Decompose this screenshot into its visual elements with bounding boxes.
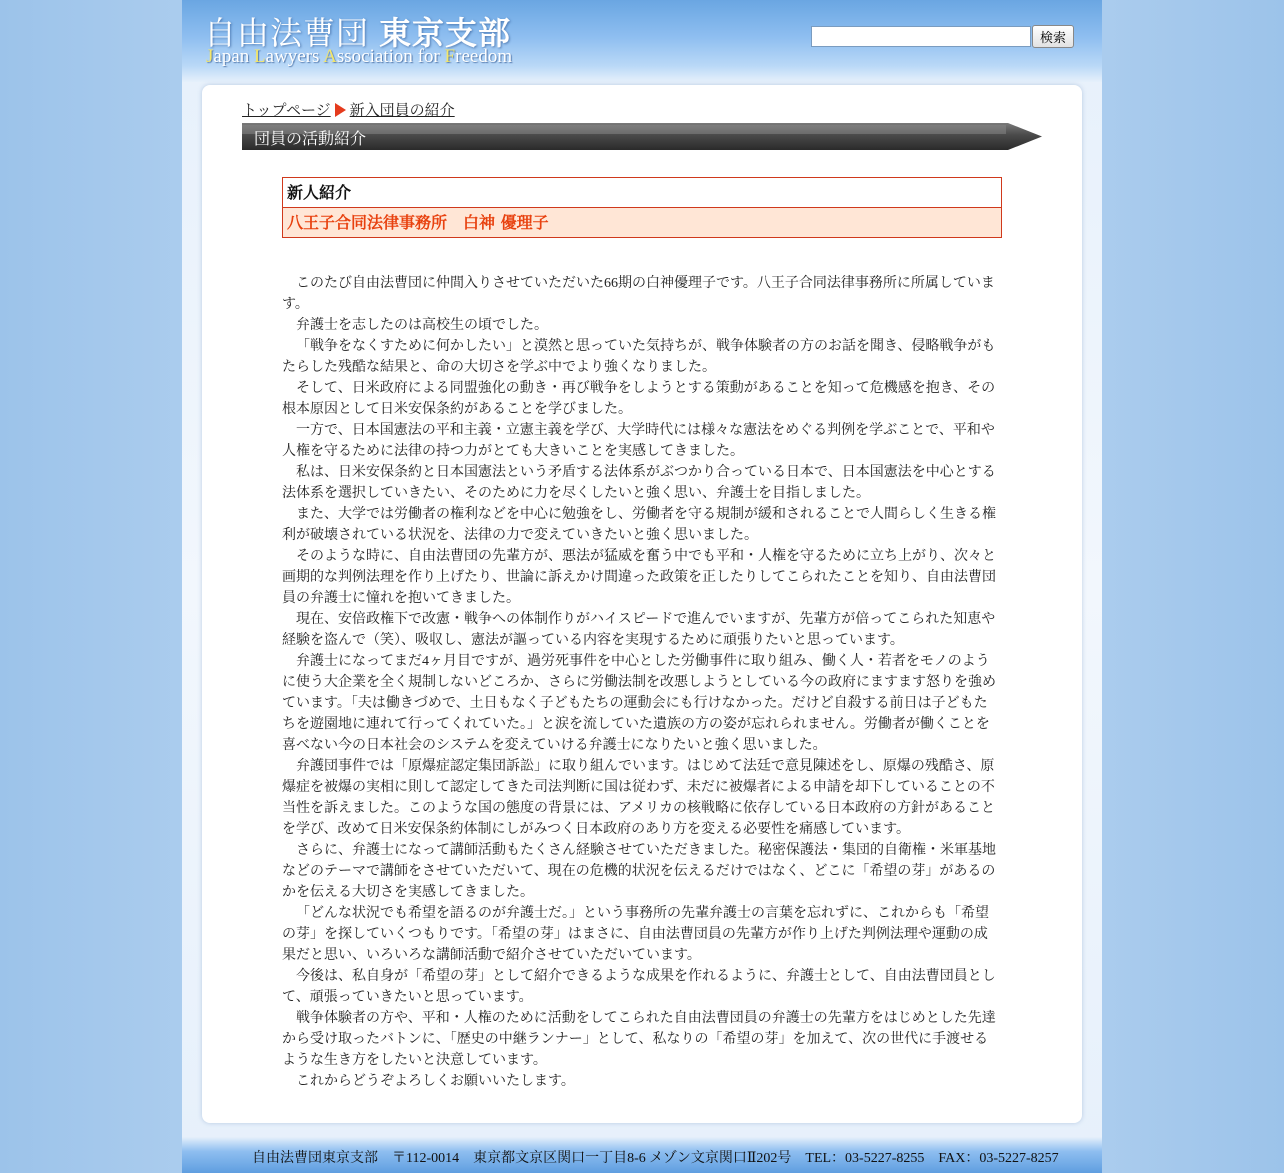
article-paragraph: 「どんな状況でも希望を語るのが弁護士だ。」という事務所の先輩弁護士の言葉を忘れずに、これからも「希望の芽」を探していくつもりです。「希望の芽」はまさに、自由法曹団員の先輩方が作り上げた判例法理や運動の成果だと思い、いろいろな講師活動で紹介させていただいています。	[282, 906, 989, 963]
article-paragraph: 「戦争をなくすために何かしたい」と漠然と思っていた気持ちが、戦争体験者の方のお話を聞き、侵略戦争がもたらした残酷な結果と、命の大切さを学ぶ中でより強くなりました。	[282, 339, 996, 375]
article-paragraph: 今後は、私自身が「希望の芽」として紹介できるような成果を作れるように、弁護士として、自由法曹団員として、頑張っていきたいと思っています。	[282, 969, 996, 1005]
article-paragraph: 戦争体験者の方や、平和・人権のために活動をしてこられた自由法曹団員の弁護士の先輩方をはじめとした先達から受け取ったバトンに、「歴史の中継ランナー」として、私なりの「希望の芽」を加えて、次の世代に手渡せるような生き方をしたいと決意しています。	[282, 1011, 996, 1068]
article-paragraph: 私は、日米安保条約と日本国憲法という矛盾する法体系がぶつかり合っている日本で、日本国憲法を中心とする法体系を選択していきたい、そのために力を尽くしたいと強く思い、弁護士を目指しました。	[282, 465, 996, 501]
logo-branch-text: 東京支部	[379, 14, 512, 52]
logo-en-letter: F	[444, 46, 456, 67]
article-paragraph: 弁護団事件では「原爆症認定集団訴訟」に取り組んでいます。はじめて法廷で意見陳述をし、原爆の残酷さ、原爆症を被爆の実相に則して認定してきた司法判断に国は従わず、未だに被爆者による申請を却下していることの不当性を訴えました。このような国の態度の背景には、アメリカの核戦略に依存している日本政府の方針があることを学び、改めて日米安保条約体制にしがみつく日本政府のあり方を変える必要性を痛感しています。	[282, 759, 996, 837]
article-paragraph: また、大学では労働者の権利などを中心に勉強をし、労働者を守る規制が緩和されることで人間らしく生きる権利が破壊されている状況を、法律の力で変えていきたいと強く思いました。	[282, 507, 996, 543]
breadcrumb-current-link[interactable]: 新入団員の紹介	[349, 103, 455, 119]
logo-en-text: ssociation for	[336, 46, 445, 67]
section-title: 団員の活動紹介	[254, 129, 367, 148]
article-paragraph: 弁護士を志したのは高校生の頃でした。	[296, 318, 548, 333]
article-title: 八王子合同法律事務所 白神 優理子	[283, 208, 1001, 237]
logo-en-text: reedom	[455, 46, 513, 67]
site-footer	[182, 1137, 1102, 1173]
article-paragraph: これからどうぞよろしくお願いいたします。	[296, 1074, 575, 1089]
site-logo-english	[206, 46, 512, 68]
article-body	[282, 273, 998, 1092]
breadcrumb-home-link[interactable]: トップページ	[242, 103, 331, 119]
breadcrumb	[242, 99, 455, 120]
article-paragraph: そのような時に、自由法曹団の先輩方が、悪法が猛威を奮う中でも平和・人権を守るために立ち上がり、次々と画期的な判例法理を作り上げたり、世論に訴えかけ間違った政策を正したりしてこられたことを知り、自由法曹団員の弁護士に憧れを抱いてきました。	[282, 549, 996, 606]
article-header-box	[282, 177, 1002, 238]
logo-en-text: awyers	[265, 46, 324, 67]
section-heading-bar	[242, 123, 1042, 150]
footer-address: 自由法曹団東京支部 〒112-0014 東京都文京区関口一丁目8-6 メゾン文京関口Ⅱ202号 TEL：03-5227-8255 FAX：03-5227-8257	[252, 1151, 1059, 1166]
site-header	[182, 0, 1102, 82]
logo-en-letter: L	[254, 46, 266, 67]
article-paragraph: 弁護士になってまだ4ヶ月目ですが、過労死事件を中心とした労働事件に取り組み、働く人・若者をモノのように使う大企業を全く規制しないどころか、さらに労働法制を改悪しようとしている今の政府にますます怒りを強めています。「夫は働きづめで、土日もなく子どもたちの運動会にも行けなかった。だけど自殺する前日は子どもたちを遊園地に連れて行ってくれていた。」と涙を流していた遺族の方の姿が忘れられません。労働者が働くことを喜べない今の日本社会のシステムを変えていける弁護士になりたいと強く思いました。	[282, 654, 996, 753]
search-input[interactable]	[811, 26, 1031, 47]
article-category: 新人紹介	[283, 178, 1001, 208]
logo-en-letter: A	[323, 46, 337, 67]
article-paragraph: そして、日米政府による同盟強化の動き・再び戦争をしようとする策動があることを知って危機感を抱き、その根本原因として日米安保条約があることを学びました。	[282, 381, 996, 417]
article-paragraph: 現在、安倍政権下で改憲・戦争への体制作りがハイスピードで進んでいますが、先輩方が倍ってこられた知恵や経験を盗んで（笑）、吸収し、憲法が謳っている内容を実現するために頑張りたいと思っています。	[282, 612, 996, 648]
logo-en-letter: J	[206, 46, 214, 67]
article-paragraph: 一方で、日本国憲法の平和主義・立憲主義を学び、大学時代には様々な憲法をめぐる判例を学ぶことで、平和や人権を守るために法律の持つ力がとても大きいことを実感してきました。	[282, 423, 995, 459]
logo-en-text: apan	[213, 46, 255, 67]
article-paragraph: さらに、弁護士になって講師活動もたくさん経験させていただきました。秘密保護法・集団的自衛権・米軍基地などのテーマで講師をさせていただいて、現在の危機的状況を伝えるだけではなく、どこに「希望の芽」があるのかを伝える大切さを実感してきました。	[282, 843, 996, 900]
content-card	[202, 85, 1082, 1123]
triangle-right-icon	[335, 103, 346, 117]
logo-main-text: 自由法曹団	[204, 14, 370, 52]
article-paragraph: このたび自由法曹団に仲間入りさせていただいた66期の白神優理子です。八王子合同法律事務所に所属しています。	[282, 276, 995, 312]
page-wrapper	[182, 0, 1102, 1173]
search-button[interactable]: 検索	[1032, 25, 1074, 48]
